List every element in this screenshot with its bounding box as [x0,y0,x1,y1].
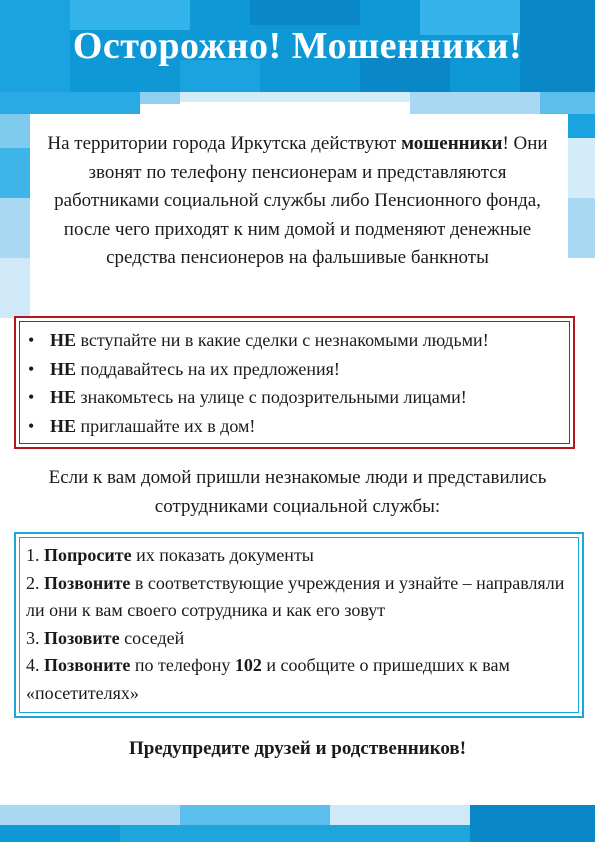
warning-item [28,355,489,384]
steps-box [14,532,584,718]
warning-bold: НЕ [50,387,77,407]
warning-list [28,326,489,440]
steps-list [26,542,574,707]
header-edge-tile [0,92,140,114]
left-side-tile [0,258,30,318]
warning-item [28,326,489,355]
bullet: • [28,387,35,407]
warning-bold: НЕ [50,415,77,436]
step-item [26,542,574,570]
step-text: по телефону [130,655,235,675]
intro-paragraph [40,130,555,273]
step-number: 3. [26,627,44,648]
warning-box [14,316,575,449]
question-paragraph: Если к вам домой пришли незнакомые люди и представились сотрудниками социальной службы: [48,467,547,517]
step-number: 1. [26,545,44,565]
bullet: • [28,415,35,436]
intro-bold-word: мошенники [401,133,503,154]
header-edge-tile [540,92,595,114]
left-side-tile [0,148,30,198]
footer-tile [0,825,120,842]
intro-text-end: ! Они звонят по телефону пенсионерам и представляются работниками социальной службы либо Пенсионного фонда, после чего приходят к ним домой и подменяют денежные средства пенсионеров на фальшивые банкноты [54,133,548,268]
step-item [26,570,574,625]
header-edge-tile [140,92,180,104]
warning-bold: НЕ [50,358,77,379]
right-side-tile [568,138,595,198]
step-bold: Позовите [44,627,120,648]
step-text: в соответствующие учреждения и узнайте – направляли ли они к вам своего сотрудника и как его зовут [26,572,565,620]
step-number: 2. [26,572,44,593]
warning-item [28,383,489,412]
header-tile [250,0,360,25]
footer-tile [470,805,595,842]
step-text: соседей [119,627,185,648]
left-side-tile [0,198,30,258]
header-edge-tile [180,92,410,102]
warning-item [28,412,489,441]
right-side-tile [568,114,595,138]
step-number: 4. [26,655,44,675]
warning-text: поддавайтесь на их предложения! [76,358,340,379]
footer-tile [180,805,330,825]
step-bold: Попросите [44,545,132,565]
step-item [26,625,574,653]
intro-text-start: На территории города Иркутска действуют [47,133,402,154]
warning-text: приглашайте их в дом! [76,415,256,436]
bullet: • [28,358,35,379]
page-title: Осторожно! Мошенники! [72,25,523,67]
step-item [26,652,574,707]
footer-tile [0,805,180,825]
phone-number: 102 [234,655,262,675]
warning-bold: НЕ [50,330,77,350]
left-side-tile [0,114,30,148]
footer-note: Предупредите друзей и родственников! [128,738,467,759]
warning-text: знакомьтесь на улице с подозрительными лицами! [76,387,467,407]
bullet: • [28,330,35,350]
step-bold: Позвоните [44,572,131,593]
warning-text: вступайте ни в какие сделки с незнакомыми людьми! [76,330,489,350]
step-bold: Позвоните [44,655,131,675]
step-text: их показать документы [131,545,314,565]
right-side-tile [568,198,595,258]
step-text-end: и сообщите о пришедших к вам «посетителях» [26,655,510,703]
